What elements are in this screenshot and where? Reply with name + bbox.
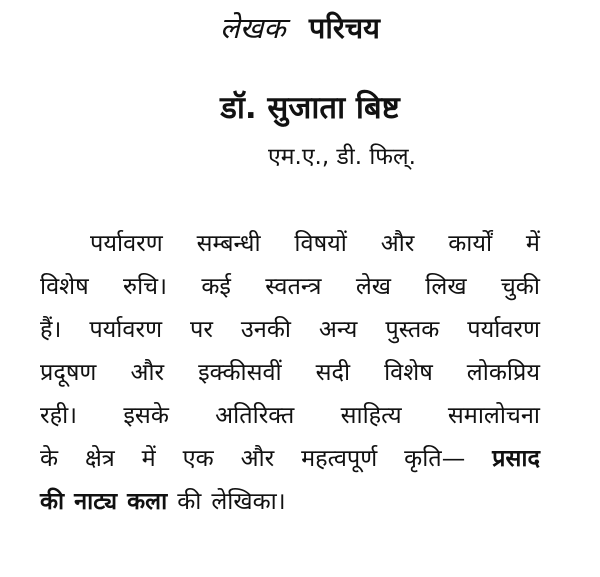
paragraph-word: चुकी xyxy=(500,272,540,300)
paragraph-word: कई xyxy=(201,272,231,300)
paragraph-word: लिख xyxy=(425,272,467,300)
bold-word: नाट्य xyxy=(74,487,118,515)
paragraph-line xyxy=(40,308,540,351)
paragraph-word: स्वतन्त्र xyxy=(265,272,322,300)
paragraph-word: लेख xyxy=(355,272,391,300)
paragraph-line xyxy=(40,222,540,265)
author-bio-paragraph xyxy=(40,222,540,523)
paragraph-word: लेखिका। xyxy=(211,487,286,515)
paragraph-word: समालोचना xyxy=(447,401,540,429)
paragraph-word: में xyxy=(525,229,540,257)
paragraph-word: रही। xyxy=(40,401,78,429)
paragraph-word: सम्बन्धी xyxy=(196,229,261,257)
paragraph-word: हैं। xyxy=(40,315,62,343)
paragraph-line xyxy=(40,394,540,437)
page-heading xyxy=(0,8,600,48)
author-degree: एम.ए., डी. फिल्. xyxy=(268,144,416,170)
paragraph-word: विशेष xyxy=(384,358,433,386)
paragraph-word: रुचि। xyxy=(123,272,168,300)
paragraph-word: और xyxy=(240,444,275,472)
bold-word: की xyxy=(40,487,65,515)
paragraph-word: महत्वपूर्ण xyxy=(301,444,378,472)
paragraph-word: विषयों xyxy=(294,229,347,257)
paragraph-word: में xyxy=(141,444,156,472)
paragraph-line xyxy=(40,480,540,523)
paragraph-word: लोकप्रिय xyxy=(466,358,540,386)
paragraph-line xyxy=(40,351,540,394)
paragraph-word: और xyxy=(380,229,415,257)
heading-bold-word: परिचय xyxy=(308,11,380,45)
bold-word: कला xyxy=(127,487,168,515)
paragraph-word: पर xyxy=(190,315,213,343)
paragraph-word: अन्य xyxy=(318,315,358,343)
paragraph-word: पर्यावरण xyxy=(89,315,163,343)
paragraph-line xyxy=(40,437,540,480)
paragraph-word: उनकी xyxy=(240,315,291,343)
paragraph-word: अतिरिक्त xyxy=(215,401,295,429)
paragraph-word: साहित्य xyxy=(340,401,402,429)
paragraph-word: कृति— xyxy=(404,444,466,472)
paragraph-word: की xyxy=(177,487,202,515)
paragraph-word: इक्कीसवीं xyxy=(198,358,282,386)
author-name: डॉ. सुजाता बिष्ट xyxy=(220,90,400,126)
paragraph-word: प्रदूषण xyxy=(40,358,97,386)
heading-italic-word: लेखक xyxy=(220,11,286,45)
paragraph-word: विशेष xyxy=(40,272,89,300)
paragraph-line xyxy=(40,265,540,308)
paragraph-word: कार्यों xyxy=(448,229,493,257)
paragraph-word: और xyxy=(130,358,165,386)
paragraph-word: क्षेत्र xyxy=(84,444,115,472)
paragraph-word: पुस्तक xyxy=(385,315,440,343)
bold-word: प्रसाद xyxy=(492,444,540,472)
paragraph-word: एक xyxy=(182,444,214,472)
paragraph-word: इसके xyxy=(123,401,169,429)
paragraph-word: पर्यावरण xyxy=(90,229,163,257)
paragraph-word: सदी xyxy=(315,358,351,386)
paragraph-word: के xyxy=(40,444,59,472)
paragraph-word: पर्यावरण xyxy=(467,315,540,343)
